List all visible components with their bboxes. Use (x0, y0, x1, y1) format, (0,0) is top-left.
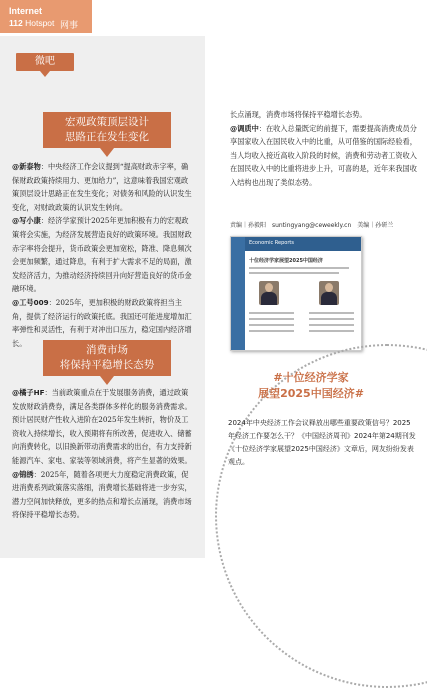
header-hotspot-word: Hotspot (25, 18, 55, 28)
magazine-side-bar (231, 237, 245, 350)
left-body-1 (12, 160, 195, 350)
magazine-text-line (249, 267, 349, 269)
section2-pointer (100, 376, 114, 385)
magazine-text-line (309, 312, 354, 314)
post-4-author: @橘子HF (12, 388, 45, 397)
header-section-cn: 网事 (60, 21, 79, 31)
post-1-text: 中央经济工作会议提到“提高财政赤字率，确保财政政策持续用力、更加给力”，这意味着我国宏观政策顶层设计思路正在发生变化；对债务和风险的认识发生变化，对财政政策的认识发生转向。 (12, 162, 192, 212)
post-2-author: @写小康 (12, 216, 41, 226)
magazine-photo-2 (319, 281, 339, 305)
weibo-tag: 微吧 (16, 53, 74, 71)
magazine-text-line (309, 330, 354, 332)
header-internet: Internet (9, 6, 43, 16)
post-1: @新泰物：中央经济工作会议提到“提高财政赤字率，确保财政政策持续用力、更加给力”，这意味着我国宏观政策顶层设计思路正在发生变化；对债务和风险的认识发生变化，对财政政策的认识发生转向。 (12, 162, 192, 212)
section1-heading-line2: 思路正在发生变化 (65, 131, 149, 143)
magazine-text-line (249, 330, 294, 332)
feature-title-line2: 展望2025中国经济# (258, 387, 364, 400)
section2-heading-line1: 消费市场 (86, 344, 128, 356)
page-header (0, 0, 427, 36)
post-4-text: 当前政策重点在于发展服务消费，通过政策发放财政消费券，满足各类群体多样化的服务消费需求。预计居民财产性收入进阶在2025年发生转折，物价及工资收入持续增长，收入预期将有所改善，促进收入、储蓄向消费转化，以旧换新带动消费需求的出台，有力支持新能源汽车、家电、家装等领域消费，将产生显著的效果。 (12, 388, 192, 465)
section1-heading-line1: 宏观政策顶层设计 (65, 116, 149, 128)
magazine-text-line (309, 324, 354, 326)
header-block (0, 0, 92, 33)
magazine-text-line (249, 318, 294, 320)
post-2-text: 经济学家预计2025年更加积极有力的宏观政策将会实施，为经济发展营造良好的政策环境。我国财政赤字率将会提升，货币政策会更加宽松，降准、降息频次会更加频繁，通过降息，有利于扩大需求不足的局面，激发经济活力，为推动经济持续回升向好营造良好的货币金融环境。 (12, 216, 192, 294)
feature-title (216, 370, 406, 402)
section1-pointer (100, 148, 114, 157)
post-5-text: 2025年，随着各项更大力度稳定消费政策，促进消费系列政策落实落细，消费增长基础将进一步夯实，潜力空间加快释放，更多的热点和增长点涌现，消费市场将保持平稳增长态势。 (12, 469, 192, 520)
post-3-author: @工号009 (12, 297, 49, 307)
magazine-headline: 十位经济学家展望2025中国经济 (249, 258, 323, 264)
post-5-author: @锦绣 (12, 469, 34, 479)
right-body (230, 108, 417, 190)
section1-heading (43, 112, 171, 148)
post-3: @工号009：2025年，更加积极的财政政策将担当主角，提供了经济运行的政策托底。我国还可能进度增加汇率弹性和灵活性，有利于对冲出口压力，稳定国内经济增长。 (12, 297, 192, 348)
section2-heading-line2: 将保持平稳增长态势 (59, 359, 155, 371)
editor-credit: 责编｜孙毅阳 (230, 222, 267, 229)
right-tail: 长点涌现，消费市场将保持平稳增长态势。 (230, 110, 367, 119)
feature-body: 2024年中央经济工作会议释放出哪些重要政策信号？2025年经济工作要怎么干？《中国经济周刊》2024年第24期刊发《十位经济学家展望2025中国经济》文章后，网友纷纷发表观点。 (228, 419, 416, 466)
page-number: 112 (9, 18, 23, 28)
magazine-text-line (309, 318, 354, 320)
feature-title-line1: #十位经济学家 (273, 371, 349, 384)
editor-email: suntingyang@ceweekly.cn (271, 222, 352, 229)
designer-credit: 美编｜孙研兰 (357, 222, 394, 229)
credits-line (230, 220, 397, 229)
post-6-text: 在收入总量既定的前提下，需要提高消费成员分享国家收入在国民收入中的比重，从可借鉴的国际经验看，当人均收入接近高收入阶段的时候，消费和劳动者工资收入在国民收入中的比重将进步上升，可喜的是，近年来我国收入结构也出现了类似态势。 (230, 123, 417, 187)
post-6-author: @调质中 (230, 123, 259, 133)
magazine-photo-1 (259, 281, 279, 305)
header-hotspot (9, 18, 54, 28)
post-3-text: 2025年，更加积极的财政政策将担当主角，提供了经济运行的政策托底。我国还可能进度增加汇率弹性和灵活性，有利于对冲出口压力，稳定国内经济增长。 (12, 297, 192, 348)
post-5: @锦绣：2025年，随着各项更大力度稳定消费政策，促进消费系列政策落实落细，消费增长基础将进一步夯实，潜力空间加快释放，更多的热点和增长点涌现，消费市场将保持平稳增长态势。 (12, 469, 192, 520)
magazine-text-line (249, 312, 294, 314)
post-4: @橘子HF：当前政策重点在于发展服务消费，通过政策发放财政消费券，满足各类群体多样化的服务消费需求。预计居民财产性收入进阶在2025年发生转折，物价及工资收入持续增长，收入预期将有所改善，促进收入、储蓄向消费转化，以旧换新带动消费需求的出台，有力支持新能源汽车、家电、家装等领域消费，将产生显著的效果。 (12, 388, 192, 465)
magazine-image (230, 236, 362, 351)
magazine-text-line (249, 272, 339, 274)
post-2: @写小康：经济学家预计2025年更加积极有力的宏观政策将会实施，为经济发展营造良好的政策环境。我国财政赤字率将会提升，货币政策会更加宽松，降准、降息频次会更加频繁，通过降息，有利于扩大需求不足的局面，激发经济活力，为推动经济持续回升向好营造良好的货币金融环境。 (12, 216, 192, 294)
section2-heading (43, 340, 171, 376)
post-1-author: @新泰物 (12, 162, 41, 171)
magazine-text-line (249, 324, 294, 326)
post-6: @调质中：在收入总量既定的前提下，需要提高消费成员分享国家收入在国民收入中的比重，从可借鉴的国际经验看，当人均收入接近高收入阶段的时候，消费和劳动者工资收入在国民收入中的比重将进步上升，可喜的是，近年来我国收入结构也出现了类似态势。 (230, 123, 417, 187)
left-body-2 (12, 386, 195, 522)
magazine-masthead: Economic Reports (249, 240, 294, 246)
